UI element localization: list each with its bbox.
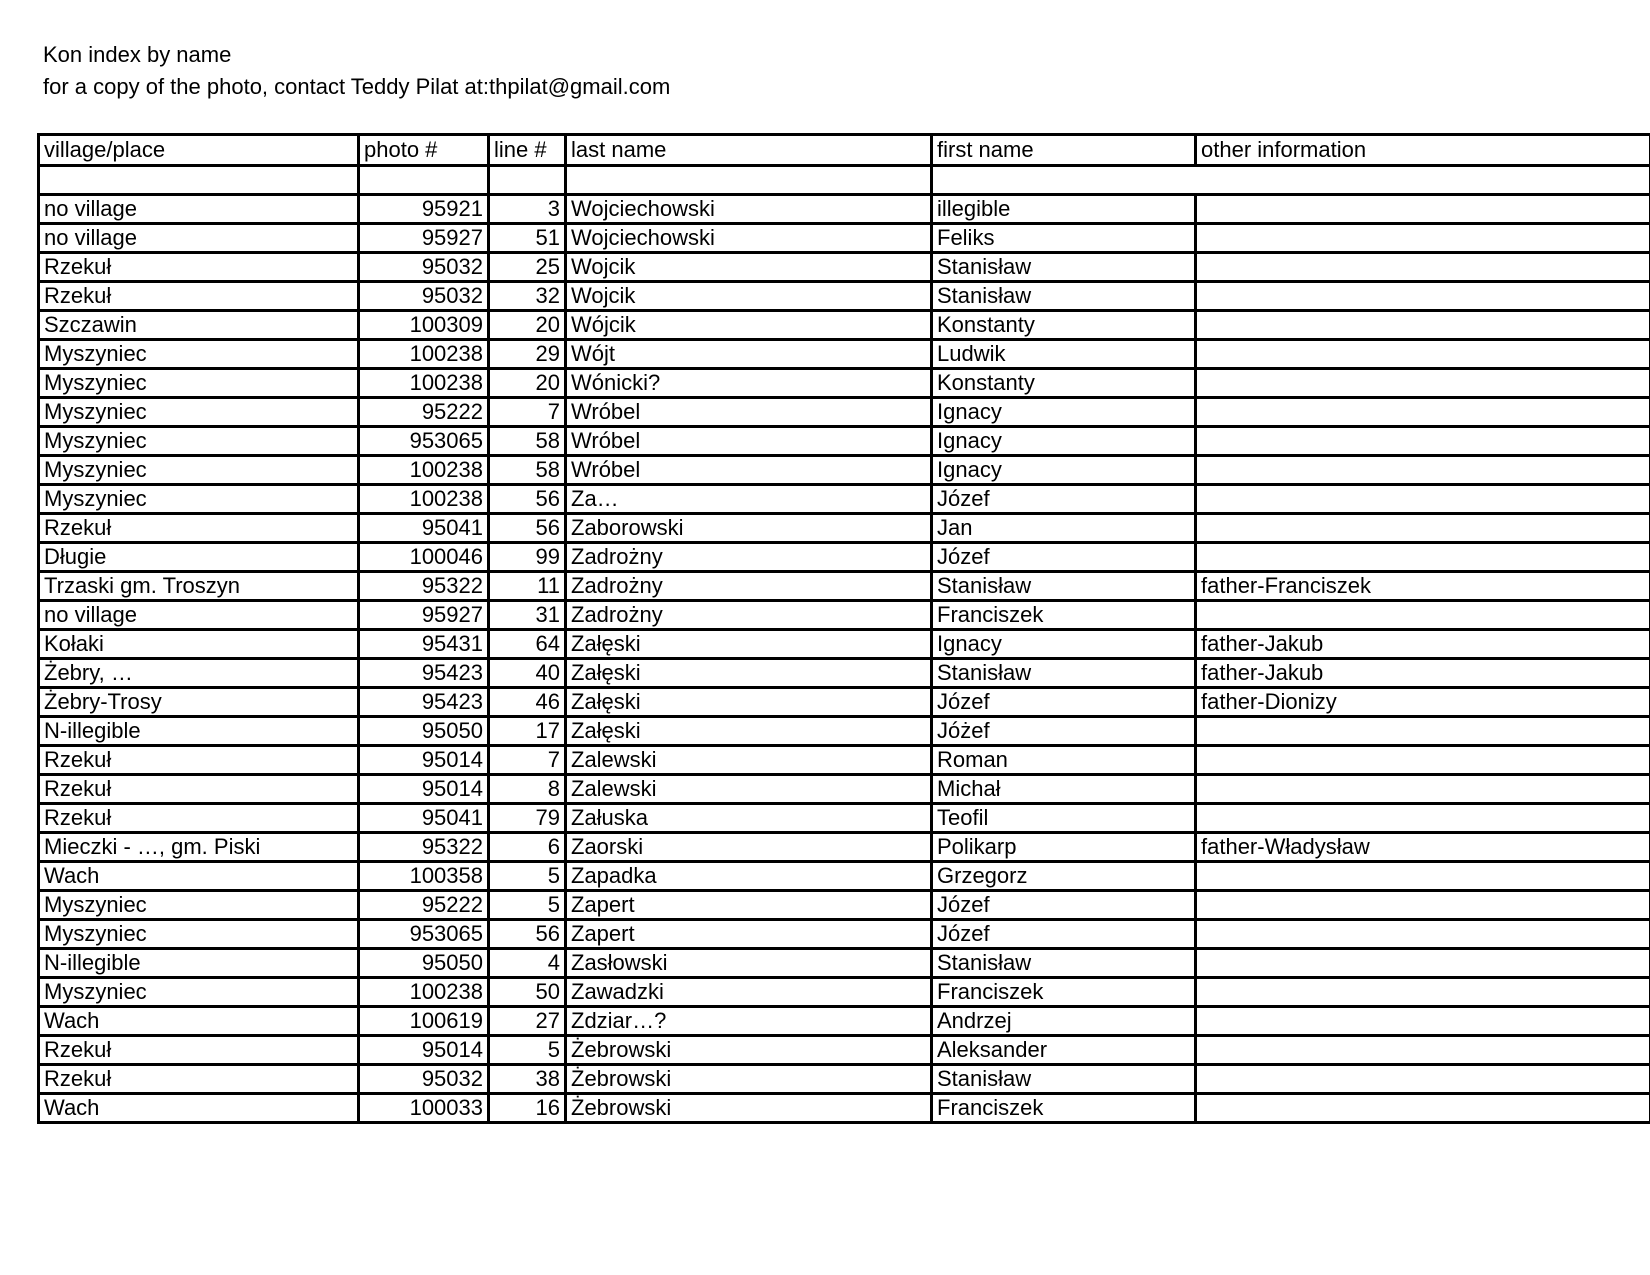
cell-last-name: Zaorski	[566, 833, 932, 862]
table-row	[39, 282, 1650, 311]
cell-photo-number: 95032	[359, 253, 489, 282]
cell-other-information	[1196, 224, 1650, 253]
cell-line-number: 32	[489, 282, 566, 311]
table-row	[39, 978, 1650, 1007]
spacer-cell	[359, 166, 489, 195]
cell-photo-number: 95322	[359, 572, 489, 601]
cell-other-information	[1196, 862, 1650, 891]
cell-line-number: 40	[489, 659, 566, 688]
cell-last-name: Załęski	[566, 659, 932, 688]
cell-other-information	[1196, 746, 1650, 775]
cell-village: Wach	[39, 862, 359, 891]
table-row	[39, 1094, 1650, 1123]
cell-village: Myszyniec	[39, 398, 359, 427]
cell-first-name: Stanisław	[932, 253, 1196, 282]
cell-last-name: Zadrożny	[566, 543, 932, 572]
cell-first-name: Franciszek	[932, 601, 1196, 630]
table-row	[39, 340, 1650, 369]
table-row	[39, 456, 1650, 485]
cell-last-name: Zasłowski	[566, 949, 932, 978]
cell-village: Rzekuł	[39, 804, 359, 833]
cell-first-name: Stanisław	[932, 659, 1196, 688]
cell-village: N-illegible	[39, 717, 359, 746]
cell-first-name: Józef	[932, 920, 1196, 949]
cell-first-name: Franciszek	[932, 1094, 1196, 1123]
cell-first-name: Józef	[932, 688, 1196, 717]
cell-village: Żebry-Trosy	[39, 688, 359, 717]
cell-last-name: Wójcik	[566, 311, 932, 340]
table-row	[39, 1007, 1650, 1036]
table-row	[39, 195, 1650, 224]
column-header-line: line #	[489, 135, 566, 166]
cell-line-number: 56	[489, 920, 566, 949]
table-row	[39, 804, 1650, 833]
cell-last-name: Zalewski	[566, 775, 932, 804]
table-row	[39, 659, 1650, 688]
header-row	[39, 135, 1650, 166]
cell-first-name: Andrzej	[932, 1007, 1196, 1036]
table-row	[39, 514, 1650, 543]
cell-last-name: Zawadzki	[566, 978, 932, 1007]
cell-photo-number: 95222	[359, 398, 489, 427]
cell-first-name: Grzegorz	[932, 862, 1196, 891]
cell-other-information	[1196, 311, 1650, 340]
table-row	[39, 601, 1650, 630]
table-row	[39, 949, 1650, 978]
cell-other-information	[1196, 543, 1650, 572]
cell-first-name: Feliks	[932, 224, 1196, 253]
cell-other-information	[1196, 891, 1650, 920]
cell-photo-number: 953065	[359, 920, 489, 949]
cell-other-information	[1196, 804, 1650, 833]
cell-village: Rzekuł	[39, 746, 359, 775]
cell-first-name: Stanisław	[932, 1065, 1196, 1094]
cell-photo-number: 100358	[359, 862, 489, 891]
cell-last-name: Zadrożny	[566, 601, 932, 630]
cell-other-information	[1196, 340, 1650, 369]
cell-last-name: Wróbel	[566, 456, 932, 485]
cell-other-information	[1196, 1065, 1650, 1094]
cell-village: no village	[39, 224, 359, 253]
cell-other-information	[1196, 717, 1650, 746]
cell-photo-number: 95222	[359, 891, 489, 920]
cell-last-name: Wróbel	[566, 427, 932, 456]
table-row	[39, 311, 1650, 340]
cell-line-number: 7	[489, 746, 566, 775]
cell-village: Kołaki	[39, 630, 359, 659]
cell-photo-number: 100238	[359, 369, 489, 398]
spacer-cell	[566, 166, 932, 195]
cell-photo-number: 100238	[359, 485, 489, 514]
contact-note: for a copy of the photo, contact Teddy Pilat at:thpilat@gmail.com	[43, 74, 671, 99]
cell-last-name: Żebrowski	[566, 1065, 932, 1094]
column-header-village: village/place	[39, 135, 359, 166]
cell-last-name: Wróbel	[566, 398, 932, 427]
cell-line-number: 56	[489, 485, 566, 514]
cell-other-information	[1196, 456, 1650, 485]
spacer-cell	[39, 166, 359, 195]
cell-line-number: 99	[489, 543, 566, 572]
cell-line-number: 5	[489, 891, 566, 920]
name-index-table	[37, 133, 1650, 1124]
cell-first-name: Józef	[932, 485, 1196, 514]
cell-photo-number: 95927	[359, 224, 489, 253]
cell-photo-number: 95050	[359, 949, 489, 978]
cell-village: Mieczki - …, gm. Piski	[39, 833, 359, 862]
cell-last-name: Zaborowski	[566, 514, 932, 543]
cell-photo-number: 100046	[359, 543, 489, 572]
cell-last-name: Zapadka	[566, 862, 932, 891]
cell-line-number: 20	[489, 369, 566, 398]
cell-line-number: 64	[489, 630, 566, 659]
cell-line-number: 31	[489, 601, 566, 630]
cell-last-name: Żebrowski	[566, 1036, 932, 1065]
table-row	[39, 485, 1650, 514]
table-row	[39, 833, 1650, 862]
cell-first-name: Józef	[932, 543, 1196, 572]
cell-photo-number: 95423	[359, 688, 489, 717]
cell-line-number: 5	[489, 862, 566, 891]
cell-other-information	[1196, 253, 1650, 282]
cell-first-name: Ignacy	[932, 456, 1196, 485]
cell-first-name: Ignacy	[932, 630, 1196, 659]
cell-village: Rzekuł	[39, 1036, 359, 1065]
cell-first-name: Roman	[932, 746, 1196, 775]
cell-village: Rzekuł	[39, 514, 359, 543]
spacer-cell	[489, 166, 566, 195]
cell-first-name: Ignacy	[932, 427, 1196, 456]
cell-line-number: 17	[489, 717, 566, 746]
cell-other-information: father-Franciszek	[1196, 572, 1650, 601]
cell-line-number: 5	[489, 1036, 566, 1065]
cell-photo-number: 100309	[359, 311, 489, 340]
table-row	[39, 224, 1650, 253]
cell-line-number: 6	[489, 833, 566, 862]
column-header-first-name: first name	[932, 135, 1196, 166]
table-row	[39, 253, 1650, 282]
cell-village: Myszyniec	[39, 427, 359, 456]
table-row	[39, 717, 1650, 746]
cell-village: Wach	[39, 1007, 359, 1036]
spacer-row	[39, 166, 1650, 195]
cell-first-name: Konstanty	[932, 311, 1196, 340]
cell-line-number: 50	[489, 978, 566, 1007]
cell-first-name: Stanisław	[932, 949, 1196, 978]
table-row	[39, 1065, 1650, 1094]
cell-last-name: Zdziar…?	[566, 1007, 932, 1036]
table-row	[39, 862, 1650, 891]
table-row	[39, 369, 1650, 398]
cell-other-information: father-Jakub	[1196, 630, 1650, 659]
cell-line-number: 27	[489, 1007, 566, 1036]
cell-last-name: Załęski	[566, 688, 932, 717]
cell-first-name: illegible	[932, 195, 1196, 224]
cell-village: no village	[39, 195, 359, 224]
cell-last-name: Wójt	[566, 340, 932, 369]
cell-other-information	[1196, 427, 1650, 456]
cell-other-information: father-Jakub	[1196, 659, 1650, 688]
cell-other-information: father-Władysław	[1196, 833, 1650, 862]
cell-village: Trzaski gm. Troszyn	[39, 572, 359, 601]
cell-photo-number: 95431	[359, 630, 489, 659]
cell-photo-number: 95032	[359, 1065, 489, 1094]
spacer-cell	[932, 166, 1196, 195]
cell-village: Szczawin	[39, 311, 359, 340]
cell-last-name: Wónicki?	[566, 369, 932, 398]
cell-last-name: Zapert	[566, 891, 932, 920]
cell-photo-number: 95041	[359, 804, 489, 833]
cell-line-number: 3	[489, 195, 566, 224]
cell-line-number: 46	[489, 688, 566, 717]
cell-last-name: Załęski	[566, 717, 932, 746]
cell-other-information	[1196, 369, 1650, 398]
column-header-last-name: last name	[566, 135, 932, 166]
cell-first-name: Konstanty	[932, 369, 1196, 398]
cell-first-name: Józef	[932, 891, 1196, 920]
cell-village: Myszyniec	[39, 485, 359, 514]
cell-last-name: Żebrowski	[566, 1094, 932, 1123]
cell-line-number: 58	[489, 456, 566, 485]
column-header-other-information: other information	[1196, 135, 1650, 166]
cell-photo-number: 95050	[359, 717, 489, 746]
cell-village: Myszyniec	[39, 456, 359, 485]
cell-other-information	[1196, 514, 1650, 543]
cell-other-information	[1196, 601, 1650, 630]
cell-photo-number: 95014	[359, 1036, 489, 1065]
cell-other-information	[1196, 949, 1650, 978]
table-row	[39, 398, 1650, 427]
cell-line-number: 51	[489, 224, 566, 253]
cell-line-number: 16	[489, 1094, 566, 1123]
cell-last-name: Wojciechowski	[566, 224, 932, 253]
cell-other-information	[1196, 282, 1650, 311]
cell-village: Myszyniec	[39, 369, 359, 398]
cell-village: Rzekuł	[39, 1065, 359, 1094]
cell-other-information	[1196, 978, 1650, 1007]
cell-first-name: Franciszek	[932, 978, 1196, 1007]
table-row	[39, 543, 1650, 572]
cell-first-name: Aleksander	[932, 1036, 1196, 1065]
cell-photo-number: 95014	[359, 775, 489, 804]
table-row	[39, 746, 1650, 775]
cell-photo-number: 95322	[359, 833, 489, 862]
spacer-cell	[1196, 166, 1650, 195]
cell-first-name: Jan	[932, 514, 1196, 543]
cell-village: Myszyniec	[39, 891, 359, 920]
cell-first-name: Ludwik	[932, 340, 1196, 369]
cell-village: Myszyniec	[39, 920, 359, 949]
cell-other-information	[1196, 1094, 1650, 1123]
cell-line-number: 4	[489, 949, 566, 978]
cell-first-name: Michał	[932, 775, 1196, 804]
cell-village: Myszyniec	[39, 340, 359, 369]
cell-photo-number: 100238	[359, 456, 489, 485]
cell-line-number: 79	[489, 804, 566, 833]
cell-photo-number: 953065	[359, 427, 489, 456]
cell-first-name: Jóżef	[932, 717, 1196, 746]
table-row	[39, 920, 1650, 949]
cell-village: no village	[39, 601, 359, 630]
cell-first-name: Stanisław	[932, 282, 1196, 311]
cell-line-number: 38	[489, 1065, 566, 1094]
cell-photo-number: 95927	[359, 601, 489, 630]
cell-line-number: 29	[489, 340, 566, 369]
cell-line-number: 8	[489, 775, 566, 804]
cell-other-information	[1196, 195, 1650, 224]
cell-line-number: 56	[489, 514, 566, 543]
cell-other-information	[1196, 1007, 1650, 1036]
cell-village: Myszyniec	[39, 978, 359, 1007]
cell-photo-number: 100619	[359, 1007, 489, 1036]
cell-last-name: Zapert	[566, 920, 932, 949]
cell-last-name: Załęski	[566, 630, 932, 659]
cell-line-number: 25	[489, 253, 566, 282]
cell-line-number: 20	[489, 311, 566, 340]
table-row	[39, 891, 1650, 920]
cell-line-number: 58	[489, 427, 566, 456]
cell-first-name: Stanisław	[932, 572, 1196, 601]
cell-first-name: Teofil	[932, 804, 1196, 833]
cell-photo-number: 95921	[359, 195, 489, 224]
cell-other-information: father-Dionizy	[1196, 688, 1650, 717]
table-row	[39, 775, 1650, 804]
cell-line-number: 11	[489, 572, 566, 601]
cell-village: Wach	[39, 1094, 359, 1123]
cell-photo-number: 95014	[359, 746, 489, 775]
cell-line-number: 7	[489, 398, 566, 427]
cell-last-name: Zalewski	[566, 746, 932, 775]
cell-last-name: Wojcik	[566, 282, 932, 311]
cell-village: Rzekuł	[39, 253, 359, 282]
table-row	[39, 630, 1650, 659]
cell-first-name: Polikarp	[932, 833, 1196, 862]
cell-other-information	[1196, 775, 1650, 804]
cell-village: Żebry, …	[39, 659, 359, 688]
cell-village: Długie	[39, 543, 359, 572]
cell-village: Rzekuł	[39, 282, 359, 311]
cell-last-name: Wojcik	[566, 253, 932, 282]
cell-last-name: Za…	[566, 485, 932, 514]
table-row	[39, 688, 1650, 717]
cell-village: N-illegible	[39, 949, 359, 978]
cell-village: Rzekuł	[39, 775, 359, 804]
cell-other-information	[1196, 485, 1650, 514]
document-title: Kon index by name	[43, 42, 232, 67]
cell-photo-number: 95423	[359, 659, 489, 688]
cell-photo-number: 100238	[359, 340, 489, 369]
table-row	[39, 427, 1650, 456]
table-row	[39, 1036, 1650, 1065]
cell-last-name: Załuska	[566, 804, 932, 833]
cell-other-information	[1196, 398, 1650, 427]
cell-photo-number: 95032	[359, 282, 489, 311]
cell-photo-number: 100033	[359, 1094, 489, 1123]
cell-other-information	[1196, 920, 1650, 949]
table-row	[39, 572, 1650, 601]
cell-last-name: Zadrożny	[566, 572, 932, 601]
cell-photo-number: 100238	[359, 978, 489, 1007]
cell-first-name: Ignacy	[932, 398, 1196, 427]
cell-other-information	[1196, 1036, 1650, 1065]
cell-last-name: Wojciechowski	[566, 195, 932, 224]
cell-photo-number: 95041	[359, 514, 489, 543]
column-header-photo: photo #	[359, 135, 489, 166]
